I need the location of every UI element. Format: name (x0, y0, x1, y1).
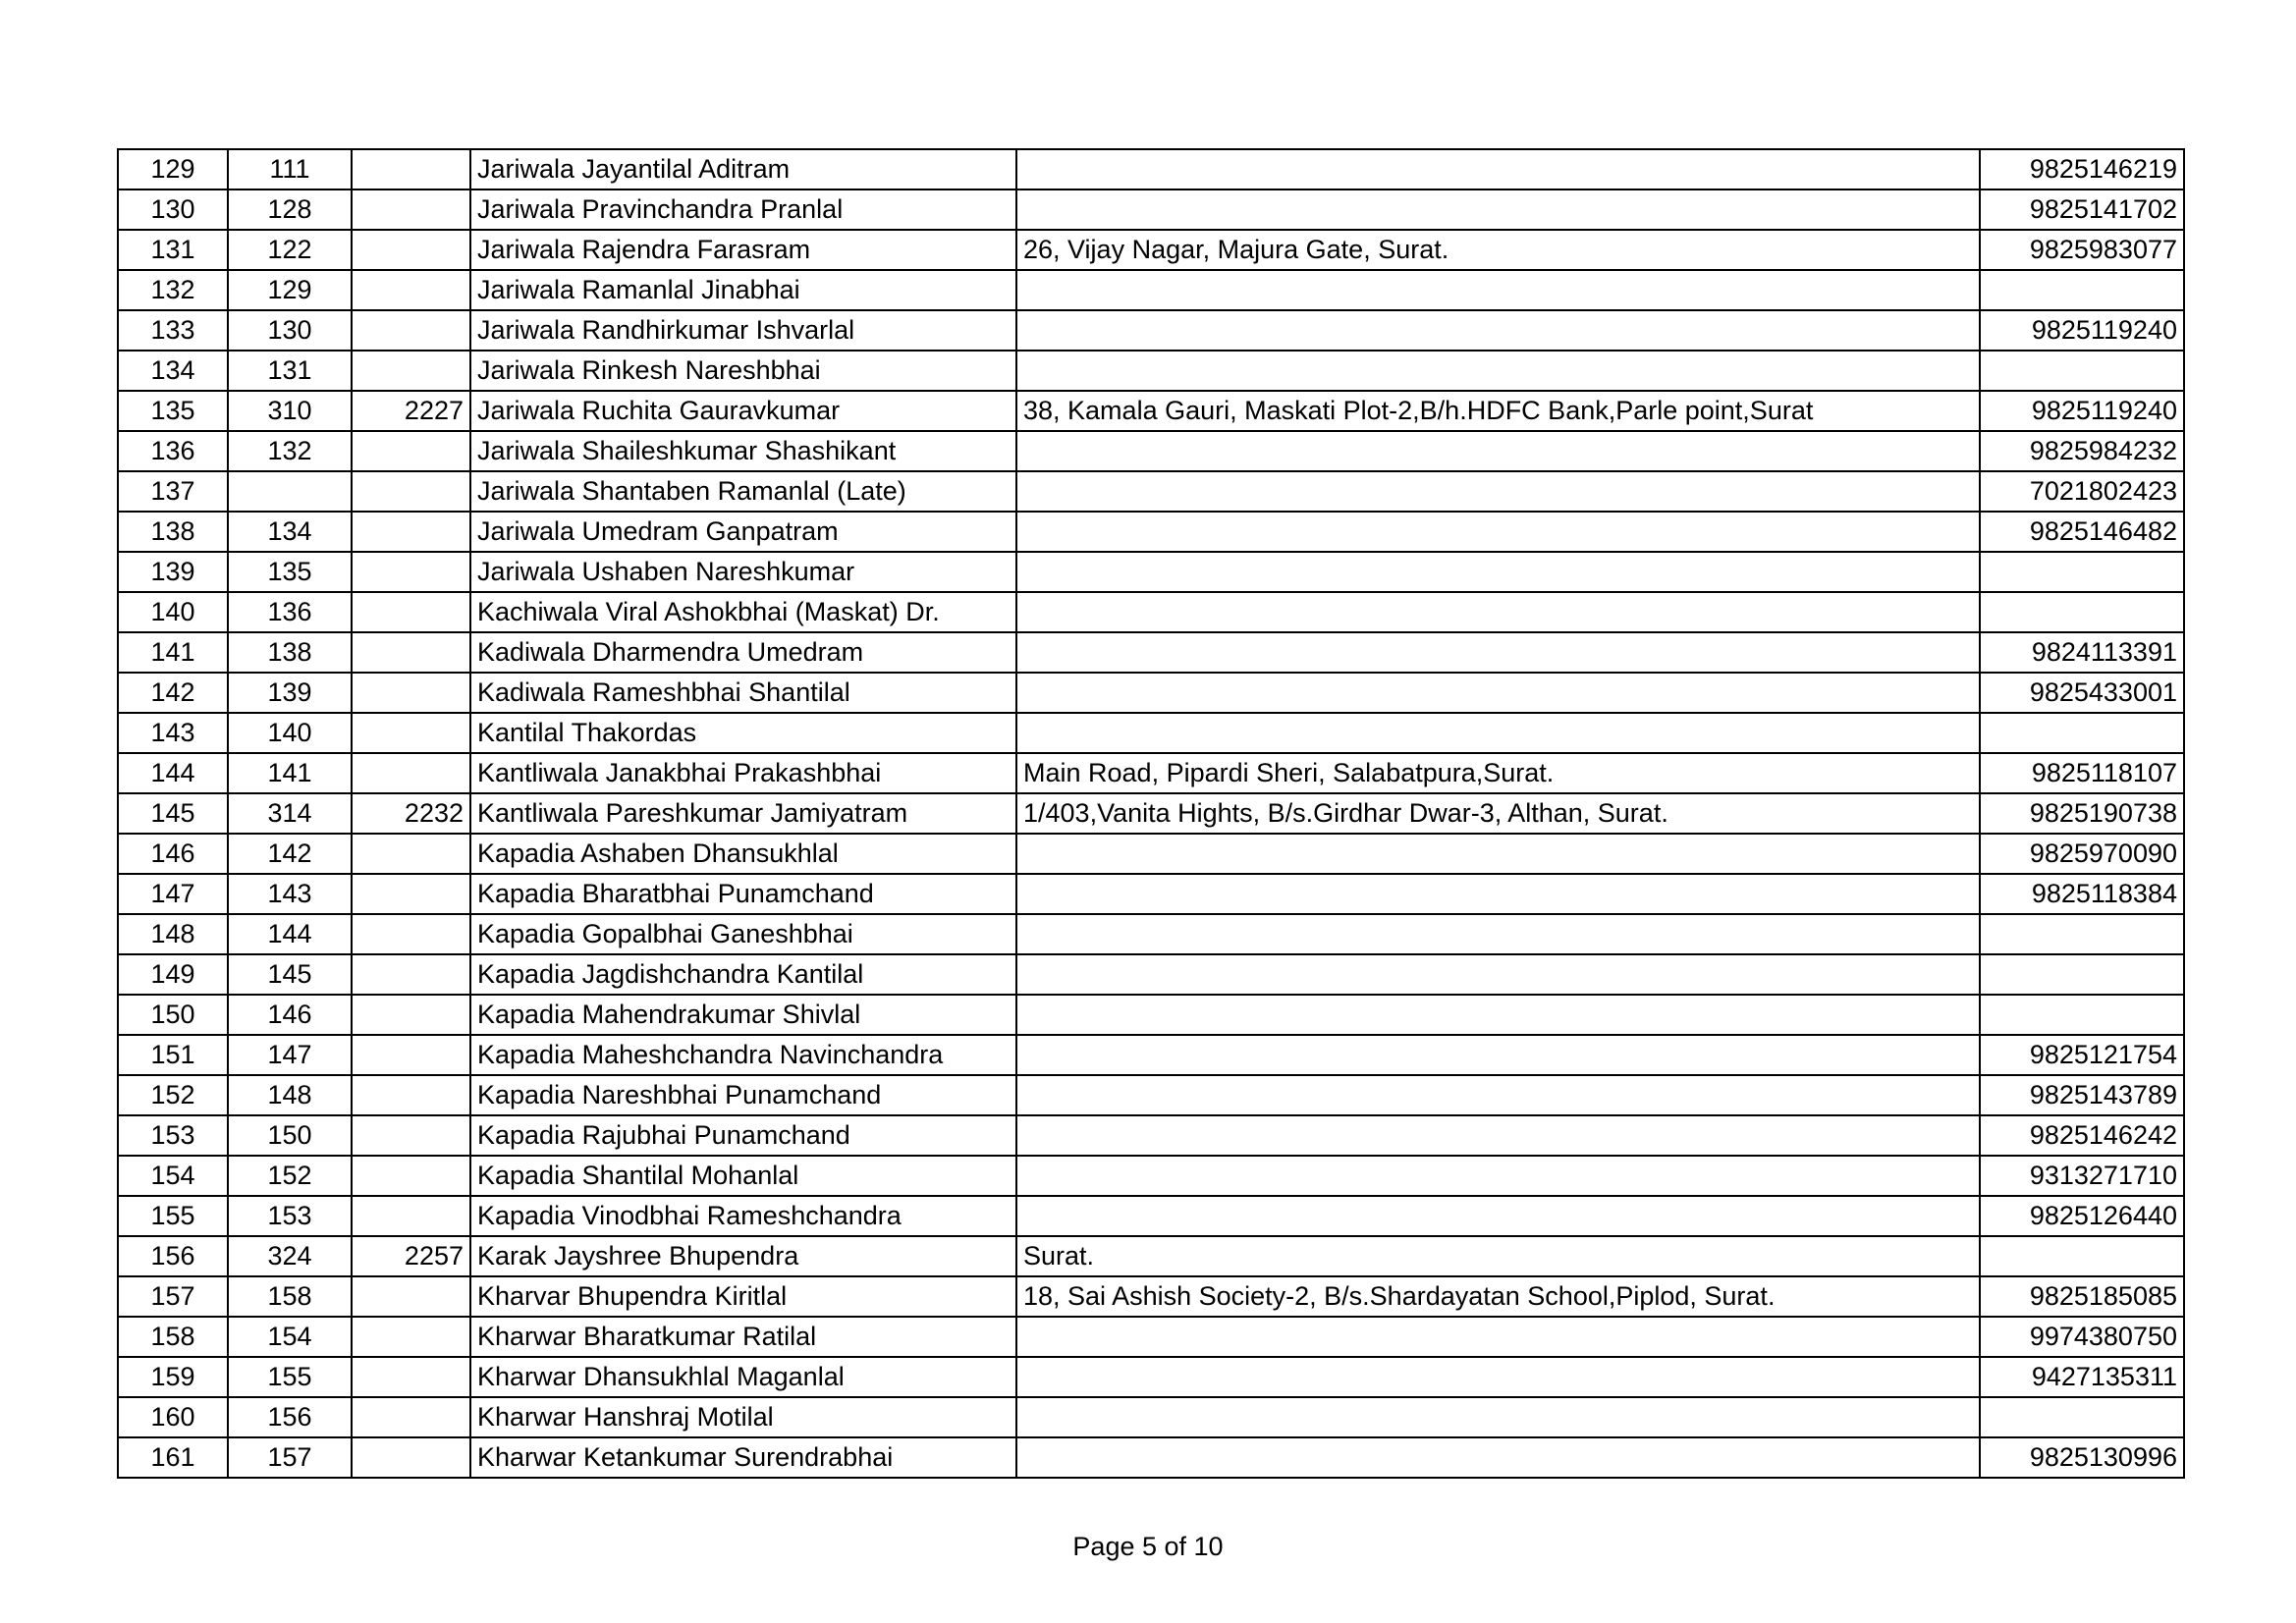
table-row (118, 834, 2184, 874)
serial-number-cell: 160 (118, 1397, 228, 1437)
code-cell (352, 954, 470, 995)
table-row (118, 592, 2184, 632)
serial-number-cell: 135 (118, 391, 228, 431)
phone-cell: 9825141702 (1980, 189, 2184, 230)
serial-number-cell: 141 (118, 632, 228, 673)
phone-cell: 9825190738 (1980, 793, 2184, 834)
serial-number-cell: 153 (118, 1115, 228, 1156)
serial-number-cell: 149 (118, 954, 228, 995)
member-name-cell: Jariwala Rinkesh Nareshbhai (470, 351, 1016, 391)
phone-cell: 9825984232 (1980, 431, 2184, 471)
code-cell (352, 189, 470, 230)
table-row (118, 270, 2184, 310)
serial-number-cell: 158 (118, 1317, 228, 1357)
member-number-cell: 310 (228, 391, 352, 431)
member-name-cell: Kadiwala Dharmendra Umedram (470, 632, 1016, 673)
phone-cell: 9824113391 (1980, 632, 2184, 673)
member-number-cell: 142 (228, 834, 352, 874)
phone-cell (1980, 914, 2184, 954)
member-number-cell: 145 (228, 954, 352, 995)
code-cell (352, 1276, 470, 1317)
table-row (118, 1276, 2184, 1317)
member-number-cell: 138 (228, 632, 352, 673)
phone-cell: 9825146219 (1980, 149, 2184, 189)
phone-cell: 9974380750 (1980, 1317, 2184, 1357)
member-name-cell: Kapadia Shantilal Mohanlal (470, 1156, 1016, 1196)
code-cell (352, 1035, 470, 1075)
phone-cell: 9825433001 (1980, 673, 2184, 713)
code-cell (352, 874, 470, 914)
member-number-cell: 144 (228, 914, 352, 954)
address-cell (1016, 310, 1980, 351)
member-name-cell: Jariwala Shaileshkumar Shashikant (470, 431, 1016, 471)
address-cell (1016, 189, 1980, 230)
address-cell (1016, 1035, 1980, 1075)
address-cell (1016, 471, 1980, 512)
member-name-cell: Jariwala Ushaben Nareshkumar (470, 552, 1016, 592)
member-name-cell: Kantliwala Janakbhai Prakashbhai (470, 753, 1016, 793)
member-table-body (118, 149, 2184, 1478)
member-number-cell: 147 (228, 1035, 352, 1075)
member-name-cell: Kantilal Thakordas (470, 713, 1016, 753)
member-number-cell: 152 (228, 1156, 352, 1196)
address-cell (1016, 1437, 1980, 1478)
member-number-cell: 135 (228, 552, 352, 592)
member-number-cell: 128 (228, 189, 352, 230)
phone-cell: 9825983077 (1980, 230, 2184, 270)
member-number-cell: 130 (228, 310, 352, 351)
phone-cell: 9427135311 (1980, 1357, 2184, 1397)
phone-cell (1980, 954, 2184, 995)
member-number-cell: 156 (228, 1397, 352, 1437)
table-row (118, 995, 2184, 1035)
code-cell (352, 914, 470, 954)
member-number-cell: 136 (228, 592, 352, 632)
phone-cell: 9825970090 (1980, 834, 2184, 874)
phone-cell (1980, 351, 2184, 391)
table-row (118, 230, 2184, 270)
table-row (118, 1437, 2184, 1478)
member-number-cell: 153 (228, 1196, 352, 1236)
member-name-cell: Kapadia Vinodbhai Rameshchandra (470, 1196, 1016, 1236)
member-name-cell: Jariwala Pravinchandra Pranlal (470, 189, 1016, 230)
table-row (118, 552, 2184, 592)
address-cell (1016, 1196, 1980, 1236)
table-row (118, 713, 2184, 753)
table-row (118, 189, 2184, 230)
serial-number-cell: 133 (118, 310, 228, 351)
serial-number-cell: 136 (118, 431, 228, 471)
address-cell (1016, 1357, 1980, 1397)
serial-number-cell: 129 (118, 149, 228, 189)
member-name-cell: Jariwala Rajendra Farasram (470, 230, 1016, 270)
phone-cell: 9313271710 (1980, 1156, 2184, 1196)
address-cell (1016, 1317, 1980, 1357)
member-number-cell: 143 (228, 874, 352, 914)
member-number-cell: 324 (228, 1236, 352, 1276)
phone-cell: 9825118107 (1980, 753, 2184, 793)
serial-number-cell: 138 (118, 512, 228, 552)
serial-number-cell: 152 (118, 1075, 228, 1115)
serial-number-cell: 145 (118, 793, 228, 834)
phone-cell (1980, 592, 2184, 632)
member-name-cell: Karak Jayshree Bhupendra (470, 1236, 1016, 1276)
code-cell (352, 471, 470, 512)
member-name-cell: Kapadia Ashaben Dhansukhlal (470, 834, 1016, 874)
code-cell (352, 1397, 470, 1437)
table-row (118, 1075, 2184, 1115)
serial-number-cell: 142 (118, 673, 228, 713)
member-number-cell (228, 471, 352, 512)
code-cell (352, 1115, 470, 1156)
serial-number-cell: 159 (118, 1357, 228, 1397)
phone-cell (1980, 270, 2184, 310)
address-cell: 1/403,Vanita Hights, B/s.Girdhar Dwar-3, Althan, Surat. (1016, 793, 1980, 834)
address-cell (1016, 673, 1980, 713)
code-cell (352, 1317, 470, 1357)
member-name-cell: Jariwala Randhirkumar Ishvarlal (470, 310, 1016, 351)
member-name-cell: Kapadia Mahendrakumar Shivlal (470, 995, 1016, 1035)
code-cell (352, 632, 470, 673)
code-cell (352, 713, 470, 753)
phone-cell: 9825121754 (1980, 1035, 2184, 1075)
member-name-cell: Kharwar Hanshraj Motilal (470, 1397, 1016, 1437)
serial-number-cell: 140 (118, 592, 228, 632)
address-cell: 18, Sai Ashish Society-2, B/s.Shardayatan School,Piplod, Surat. (1016, 1276, 1980, 1317)
table-row (118, 874, 2184, 914)
serial-number-cell: 147 (118, 874, 228, 914)
phone-cell (1980, 1236, 2184, 1276)
serial-number-cell: 131 (118, 230, 228, 270)
member-name-cell: Kharwar Dhansukhlal Maganlal (470, 1357, 1016, 1397)
serial-number-cell: 155 (118, 1196, 228, 1236)
phone-cell: 9825119240 (1980, 391, 2184, 431)
address-cell (1016, 914, 1980, 954)
code-cell (352, 270, 470, 310)
phone-cell: 9825130996 (1980, 1437, 2184, 1478)
table-row (118, 673, 2184, 713)
address-cell (1016, 874, 1980, 914)
member-number-cell: 129 (228, 270, 352, 310)
table-row (118, 1035, 2184, 1075)
member-name-cell: Kharvar Bhupendra Kiritlal (470, 1276, 1016, 1317)
serial-number-cell: 134 (118, 351, 228, 391)
serial-number-cell: 144 (118, 753, 228, 793)
member-number-cell: 131 (228, 351, 352, 391)
code-cell (352, 149, 470, 189)
table-row (118, 914, 2184, 954)
table-row (118, 1196, 2184, 1236)
member-name-cell: Kapadia Jagdishchandra Kantilal (470, 954, 1016, 995)
member-name-cell: Jariwala Ramanlal Jinabhai (470, 270, 1016, 310)
member-number-cell: 150 (228, 1115, 352, 1156)
serial-number-cell: 137 (118, 471, 228, 512)
address-cell (1016, 592, 1980, 632)
serial-number-cell: 154 (118, 1156, 228, 1196)
serial-number-cell: 156 (118, 1236, 228, 1276)
table-row (118, 1236, 2184, 1276)
phone-cell (1980, 995, 2184, 1035)
member-name-cell: Jariwala Ruchita Gauravkumar (470, 391, 1016, 431)
address-cell: Main Road, Pipardi Sheri, Salabatpura,Surat. (1016, 753, 1980, 793)
phone-cell: 9825119240 (1980, 310, 2184, 351)
member-number-cell: 122 (228, 230, 352, 270)
code-cell (352, 995, 470, 1035)
address-cell (1016, 954, 1980, 995)
member-number-cell: 132 (228, 431, 352, 471)
member-name-cell: Kharwar Ketankumar Surendrabhai (470, 1437, 1016, 1478)
table-row (118, 512, 2184, 552)
address-cell: 26, Vijay Nagar, Majura Gate, Surat. (1016, 230, 1980, 270)
member-number-cell: 111 (228, 149, 352, 189)
code-cell (352, 834, 470, 874)
code-cell: 2232 (352, 793, 470, 834)
code-cell (352, 673, 470, 713)
code-cell (352, 1075, 470, 1115)
serial-number-cell: 161 (118, 1437, 228, 1478)
member-name-cell: Kharwar Bharatkumar Ratilal (470, 1317, 1016, 1357)
phone-cell (1980, 1397, 2184, 1437)
code-cell (352, 1156, 470, 1196)
member-name-cell: Kapadia Maheshchandra Navinchandra (470, 1035, 1016, 1075)
address-cell (1016, 1075, 1980, 1115)
address-cell (1016, 713, 1980, 753)
member-number-cell: 154 (228, 1317, 352, 1357)
table-row (118, 471, 2184, 512)
table-row (118, 310, 2184, 351)
member-number-cell: 146 (228, 995, 352, 1035)
table-row (118, 753, 2184, 793)
table-row (118, 1115, 2184, 1156)
address-cell (1016, 149, 1980, 189)
table-row (118, 954, 2184, 995)
phone-cell: 9825118384 (1980, 874, 2184, 914)
member-number-cell: 141 (228, 753, 352, 793)
member-name-cell: Kantliwala Pareshkumar Jamiyatram (470, 793, 1016, 834)
code-cell (352, 512, 470, 552)
member-number-cell: 134 (228, 512, 352, 552)
page-number: Page 5 of 10 (1072, 1532, 1224, 1561)
member-name-cell: Jariwala Shantaben Ramanlal (Late) (470, 471, 1016, 512)
serial-number-cell: 132 (118, 270, 228, 310)
address-cell (1016, 512, 1980, 552)
address-cell (1016, 834, 1980, 874)
table-row (118, 149, 2184, 189)
table-row (118, 793, 2184, 834)
member-name-cell: Kapadia Gopalbhai Ganeshbhai (470, 914, 1016, 954)
address-cell (1016, 1156, 1980, 1196)
address-cell (1016, 632, 1980, 673)
table-row (118, 431, 2184, 471)
address-cell (1016, 995, 1980, 1035)
address-cell: Surat. (1016, 1236, 1980, 1276)
code-cell (352, 592, 470, 632)
phone-cell: 7021802423 (1980, 471, 2184, 512)
member-name-cell: Kapadia Nareshbhai Punamchand (470, 1075, 1016, 1115)
address-cell (1016, 270, 1980, 310)
address-cell (1016, 1397, 1980, 1437)
serial-number-cell: 146 (118, 834, 228, 874)
serial-number-cell: 151 (118, 1035, 228, 1075)
code-cell (352, 1196, 470, 1236)
table-row (118, 1357, 2184, 1397)
serial-number-cell: 148 (118, 914, 228, 954)
address-cell (1016, 351, 1980, 391)
member-name-cell: Kadiwala Rameshbhai Shantilal (470, 673, 1016, 713)
member-table (117, 148, 2185, 1479)
serial-number-cell: 157 (118, 1276, 228, 1317)
serial-number-cell: 143 (118, 713, 228, 753)
serial-number-cell: 150 (118, 995, 228, 1035)
member-number-cell: 155 (228, 1357, 352, 1397)
code-cell (352, 1357, 470, 1397)
phone-cell: 9825146242 (1980, 1115, 2184, 1156)
member-name-cell: Kapadia Rajubhai Punamchand (470, 1115, 1016, 1156)
table-row (118, 1397, 2184, 1437)
code-cell (352, 230, 470, 270)
address-cell (1016, 1115, 1980, 1156)
phone-cell: 9825126440 (1980, 1196, 2184, 1236)
serial-number-cell: 130 (118, 189, 228, 230)
address-cell (1016, 431, 1980, 471)
member-number-cell: 158 (228, 1276, 352, 1317)
phone-cell: 9825185085 (1980, 1276, 2184, 1317)
code-cell (352, 351, 470, 391)
code-cell: 2227 (352, 391, 470, 431)
code-cell (352, 310, 470, 351)
code-cell (352, 1437, 470, 1478)
code-cell (352, 431, 470, 471)
member-name-cell: Jariwala Jayantilal Aditram (470, 149, 1016, 189)
member-number-cell: 139 (228, 673, 352, 713)
member-name-cell: Jariwala Umedram Ganpatram (470, 512, 1016, 552)
member-number-cell: 314 (228, 793, 352, 834)
table-row (118, 351, 2184, 391)
member-name-cell: Kapadia Bharatbhai Punamchand (470, 874, 1016, 914)
code-cell (352, 552, 470, 592)
address-cell (1016, 552, 1980, 592)
table-row (118, 632, 2184, 673)
table-row (118, 1156, 2184, 1196)
address-cell: 38, Kamala Gauri, Maskati Plot-2,B/h.HDFC Bank,Parle point,Surat (1016, 391, 1980, 431)
table-row (118, 391, 2184, 431)
member-number-cell: 140 (228, 713, 352, 753)
phone-cell (1980, 552, 2184, 592)
phone-cell: 9825143789 (1980, 1075, 2184, 1115)
serial-number-cell: 139 (118, 552, 228, 592)
member-name-cell: Kachiwala Viral Ashokbhai (Maskat) Dr. (470, 592, 1016, 632)
member-number-cell: 157 (228, 1437, 352, 1478)
table-row (118, 1317, 2184, 1357)
phone-cell: 9825146482 (1980, 512, 2184, 552)
code-cell: 2257 (352, 1236, 470, 1276)
code-cell (352, 753, 470, 793)
member-number-cell: 148 (228, 1075, 352, 1115)
phone-cell (1980, 713, 2184, 753)
